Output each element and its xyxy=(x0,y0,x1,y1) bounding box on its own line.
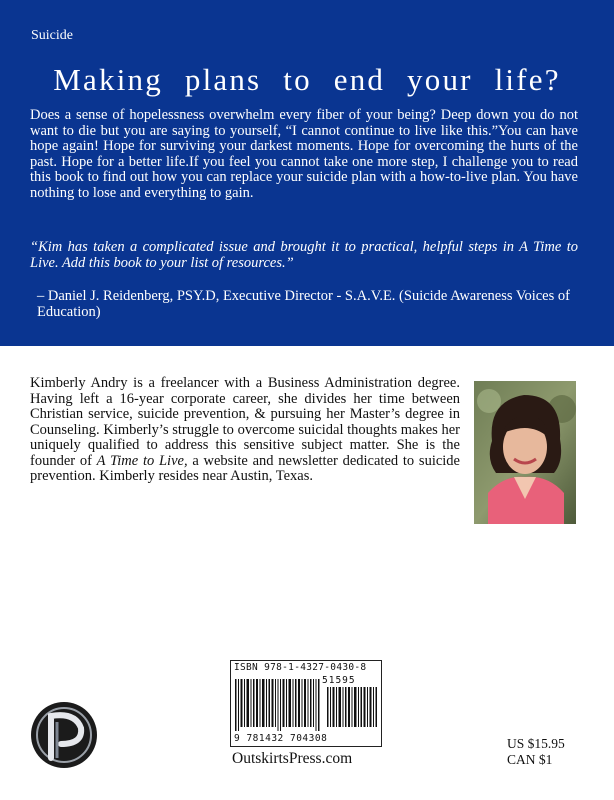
publisher-logo-icon xyxy=(29,700,99,770)
blurb-text: Does a sense of hopelessness overwhelm every fiber of your being? Deep down you do not want to die but you are saying to yourself, “I cannot continue to live like this.”You can have hope again! Hope for surviving your darkest moments. Hope for overcoming the hurts of the past. Hope for a better life.If you feel you cannot take one more step, I challenge you to read this book to find out how you can replace your suicide plan with a how-to-live plan. You have nothing to lose and everything to gain. xyxy=(30,107,578,201)
author-photo xyxy=(474,381,576,524)
back-cover-blue-panel xyxy=(0,0,614,346)
isbn-number: ISBN 978-1-4327-0430-8 xyxy=(234,662,367,673)
author-bio-part2: a website and newsletter dedicated to suicide prevention. Kimberly resides near Austin, Texas. xyxy=(30,452,460,484)
author-bio xyxy=(30,376,460,485)
endorsement-quote: “Kim has taken a complicated issue and brought it to practical, helpful steps in A Time to Live. Add this book to your list of resources.” xyxy=(30,239,578,271)
barcode-digits: 9 781432 704308 xyxy=(234,733,328,744)
headline: Making plans to end your life? xyxy=(53,62,561,97)
genre-label: Suicide xyxy=(31,28,73,43)
author-bio-part1: Kimberly Andry is a freelancer with a Business Administration degree. Having left a 16-year corporate career, she divides her time between Christian service, suicide prevention, & pursuing her Master’s degree in Counseling. Kimberly’s struggle to overcome suicidal thoughts makes her uniquely qualified to address this sensitive subject matter. She is the founder of xyxy=(30,375,460,469)
price-can: CAN $1 xyxy=(507,752,553,767)
publisher-website: OutskirtsPress.com xyxy=(232,750,353,767)
price-us: US $15.95 xyxy=(507,736,565,751)
author-bio-title: A Time to Live, xyxy=(96,452,188,469)
endorsement-attribution: – Daniel J. Reidenberg, PSY.D, Executive Director - S.A.V.E. (Suicide Awareness Voices of Education) xyxy=(37,288,570,320)
barcode-price-code: 51595 xyxy=(322,675,356,686)
